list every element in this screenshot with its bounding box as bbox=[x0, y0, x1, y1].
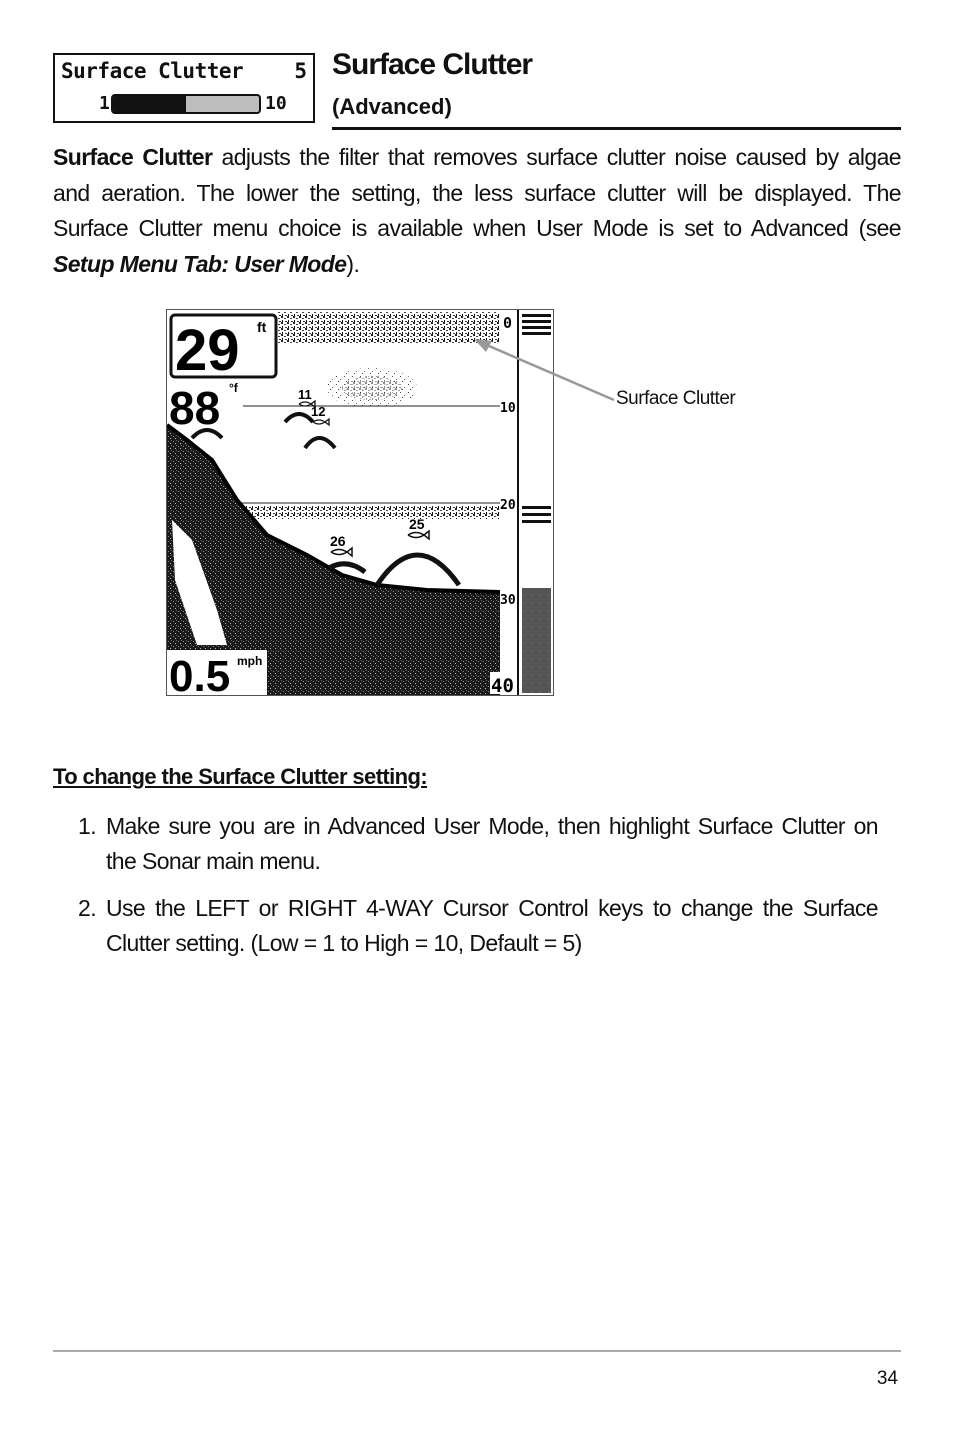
depth-value: 29 bbox=[175, 318, 240, 383]
slider-min-label: 1 bbox=[99, 93, 110, 114]
depth-scale-label: 20 bbox=[500, 498, 516, 513]
callout-arrowhead bbox=[474, 339, 492, 352]
instruction-step bbox=[78, 809, 878, 879]
depth-scale-label: 40 bbox=[491, 675, 514, 695]
menu-label: Surface Clutter bbox=[61, 59, 244, 83]
depth-unit: ft bbox=[257, 319, 267, 335]
page-title: Surface Clutter bbox=[332, 48, 533, 81]
step-text: Use the LEFT or RIGHT 4-WAY Cursor Control keys to change the Surface Clutter setting. (Low = 1 to High = 10, Default = 5) bbox=[106, 895, 878, 956]
slider-max-label: 10 bbox=[265, 93, 287, 114]
intro-body-1: adjusts the filter that removes surface clutter noise caused by algae and aeration. The lower the setting, the less surface clutter will be displayed. The Surface Clutter menu choice is available when User Mode is set to Advanced (see bbox=[53, 144, 902, 241]
intro-reference: Setup Menu Tab: User Mode bbox=[53, 250, 347, 277]
step-number: 2. bbox=[78, 895, 96, 921]
intro-body-2: ). bbox=[346, 250, 360, 277]
step-text: Make sure you are in Advanced User Mode, then highlight Surface Clutter on the Sonar main menu. bbox=[106, 813, 878, 874]
footer-rule bbox=[53, 1350, 901, 1352]
step-number: 1. bbox=[78, 813, 96, 839]
speed-value: 0.5 bbox=[169, 652, 231, 695]
instruction-step bbox=[78, 891, 878, 961]
speed-unit: mph bbox=[237, 654, 263, 668]
intro-lead: Surface Clutter bbox=[53, 144, 213, 170]
fish-depth-label: 12 bbox=[311, 404, 326, 419]
temperature-value: 88 bbox=[169, 382, 221, 434]
fish-depth-label: 11 bbox=[298, 387, 312, 402]
callout-label: Surface Clutter bbox=[616, 388, 736, 409]
temperature-unit: °f bbox=[229, 381, 238, 395]
instructions-heading: To change the Surface Clutter setting: bbox=[53, 764, 428, 789]
fish-depth-label: 25 bbox=[409, 516, 425, 532]
depth-scale-label: 10 bbox=[500, 401, 516, 416]
page-subtitle: (Advanced) bbox=[332, 94, 452, 119]
page-number: 34 bbox=[876, 1368, 898, 1389]
depth-scale-label: 0 bbox=[503, 314, 513, 332]
depth-scale-label: 30 bbox=[500, 593, 516, 608]
callout-arrow-line bbox=[482, 343, 614, 400]
menu-value: 5 bbox=[294, 59, 307, 83]
fish-depth-label: 26 bbox=[330, 533, 346, 549]
